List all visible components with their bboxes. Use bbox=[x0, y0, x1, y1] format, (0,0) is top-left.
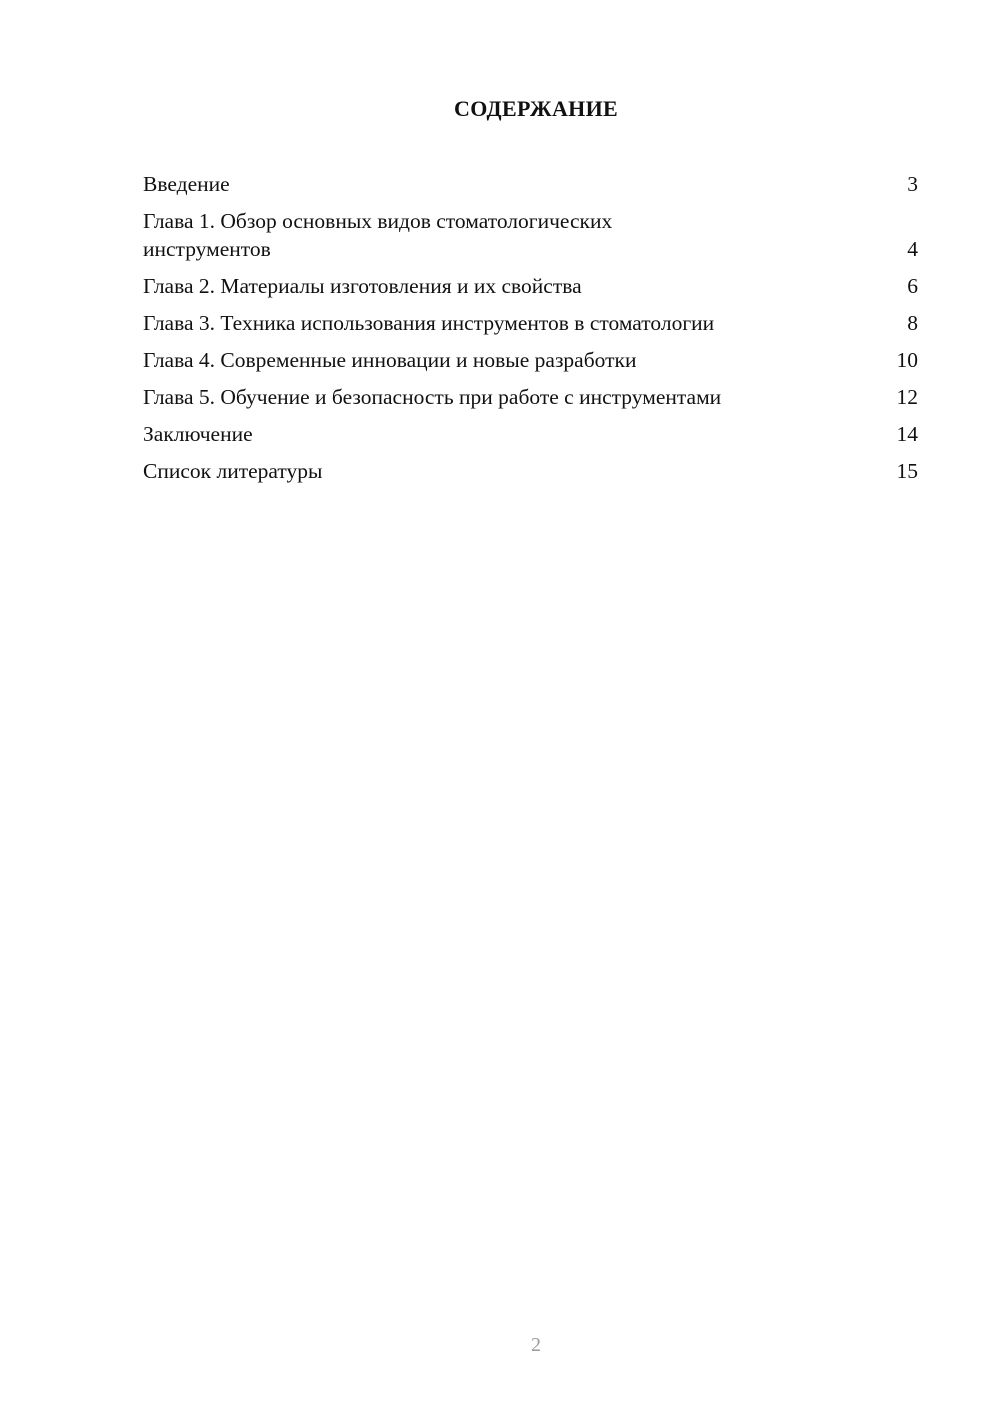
toc-entry[interactable] bbox=[143, 346, 918, 374]
toc-entry-page: 3 bbox=[907, 172, 918, 196]
toc-entry-page: 4 bbox=[907, 237, 918, 261]
toc-entry[interactable] bbox=[143, 207, 918, 263]
table-of-contents bbox=[143, 170, 918, 494]
toc-entry[interactable] bbox=[143, 383, 918, 411]
toc-entry-page: 15 bbox=[896, 459, 918, 483]
toc-entry-label: Введение bbox=[143, 172, 230, 196]
toc-entry-label: Глава 2. Материалы изготовления и их свойства bbox=[143, 274, 582, 298]
toc-entry[interactable] bbox=[143, 272, 918, 300]
toc-entry[interactable] bbox=[143, 420, 918, 448]
toc-entry-label: Глава 4. Современные инновации и новые разработки bbox=[143, 348, 637, 372]
toc-entry-page: 8 bbox=[907, 311, 918, 335]
toc-entry-page: 6 bbox=[907, 274, 918, 298]
toc-entry-label: Глава 5. Обучение и безопасность при работе с инструментами bbox=[143, 385, 722, 409]
toc-entry-label: Список литературы bbox=[143, 459, 323, 483]
toc-entry[interactable] bbox=[143, 457, 918, 485]
toc-entry-label: Заключение bbox=[143, 422, 253, 446]
page-number: 2 bbox=[531, 1334, 541, 1356]
toc-entry-label: Глава 3. Техника использования инструментов в стоматологии bbox=[143, 311, 715, 335]
toc-entry-label: Глава 1. Обзор основных видов стоматологических инструментов bbox=[143, 209, 613, 261]
toc-entry[interactable] bbox=[143, 170, 918, 198]
toc-entry-page: 14 bbox=[896, 422, 918, 446]
toc-entry[interactable] bbox=[143, 309, 918, 337]
toc-entry-page: 10 bbox=[896, 348, 918, 372]
toc-entry-page: 12 bbox=[896, 385, 918, 409]
toc-title: СОДЕРЖАНИЕ bbox=[454, 96, 618, 121]
